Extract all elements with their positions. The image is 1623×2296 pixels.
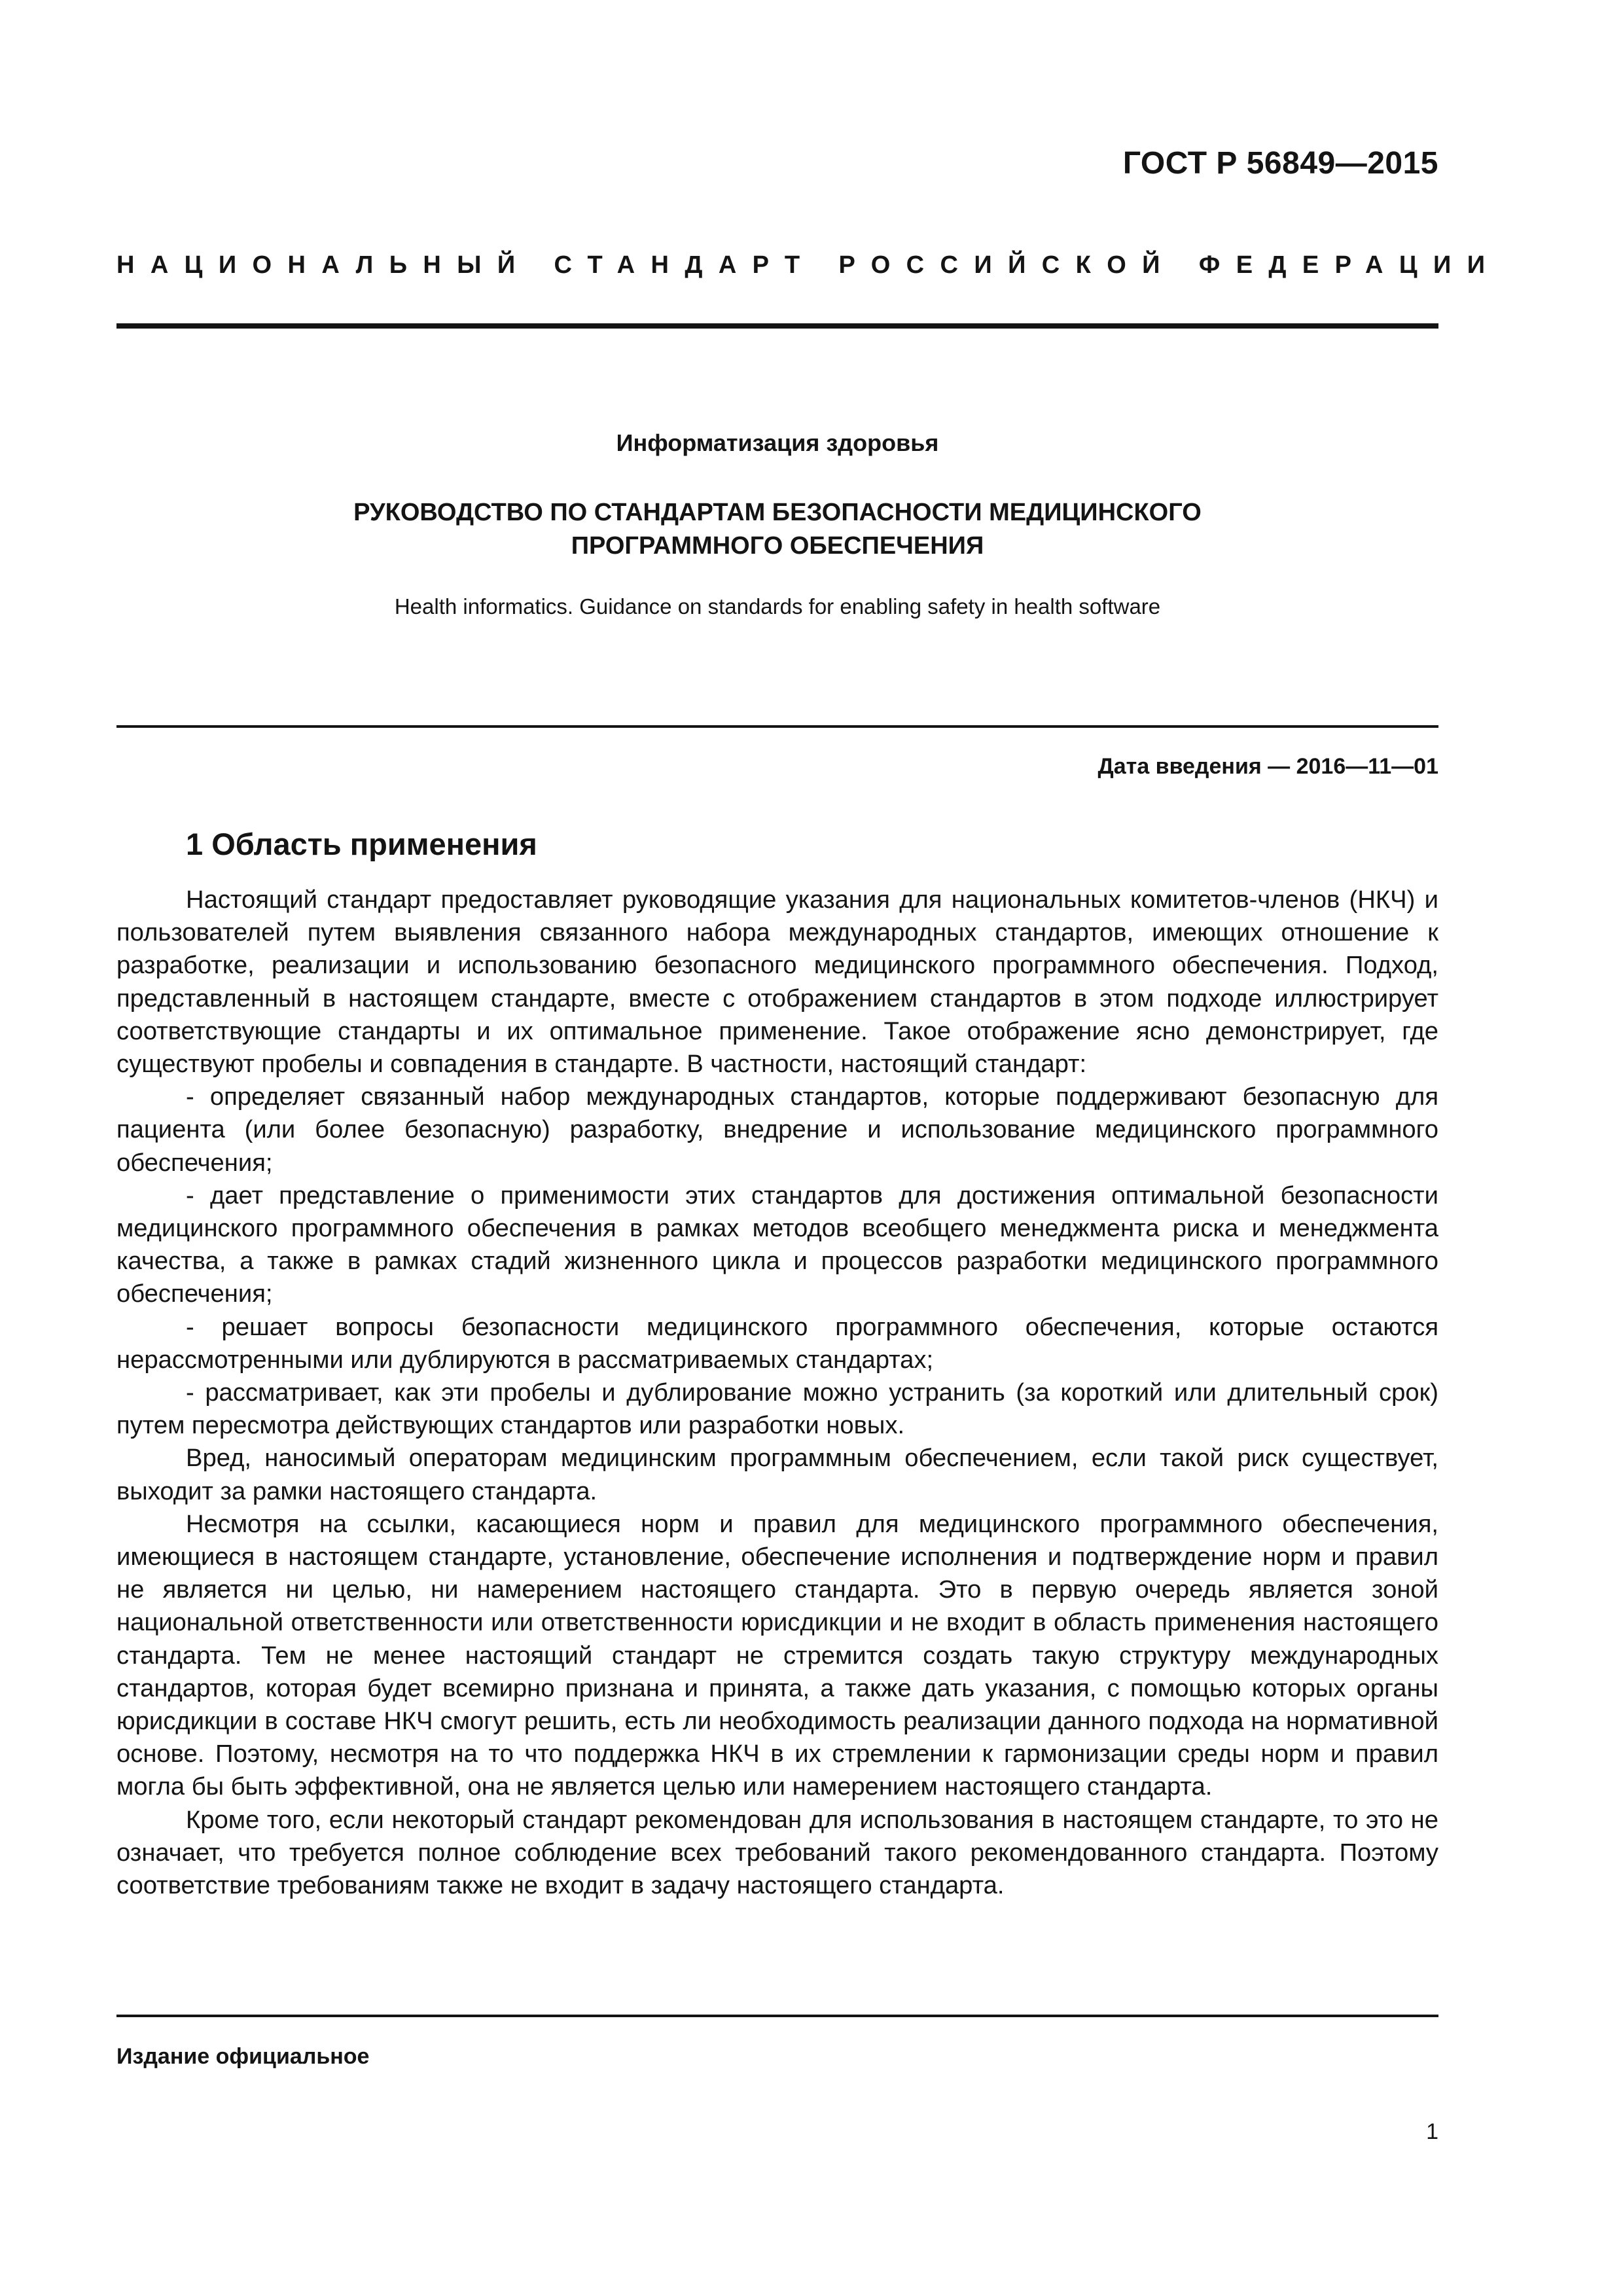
title-ru-line-2: ПРОГРАММНОГО ОБЕСПЕЧЕНИЯ: [571, 532, 984, 560]
list-item: - дает представление о применимости этих стандартов для достижения оптимальной безопасности медицинского программного обеспечения в рамках методов всеобщего менеджмента риска и менеджмента качества, а также в рамках стадий жизненного цикла и процессов разработки медицинского программного обеспечения;: [116, 1181, 1438, 1308]
list-item: - рассматривает, как эти пробелы и дублирование можно устранить (за короткий или длительный срок) путем пересмотра действующих стандартов или разработки новых.: [116, 1378, 1438, 1440]
subject-heading: Информатизация здоровья: [616, 429, 939, 456]
section-body: [116, 884, 1438, 1902]
paragraph: Настоящий стандарт предоставляет руководящие указания для национальных комитетов-членов (НКЧ) и пользователей путем выявления связанного набора международных стандартов, имеющих отношение к разработке, реализации и использованию безопасного медицинского программного обеспечения. Подход, представленный в настоящем стандарте, вместе с отображением стандартов в этом подходе иллюстрирует соответствующие стандарты и их оптимальное применение. Такое отображение ясно демонстрирует, где существуют пробелы и совпадения в стандарте. В частности, настоящий стандарт:: [116, 886, 1438, 1079]
middle-divider: [116, 725, 1438, 728]
section-title: 1 Область применения: [186, 827, 537, 861]
top-divider: [116, 323, 1438, 329]
paragraph: Вред, наносимый операторам медицинским программным обеспечением, если такой риск существует, выходит за рамки настоящего стандарта.: [116, 1444, 1438, 1505]
document-title-ru: [116, 496, 1438, 563]
title-ru-line-1: РУКОВОДСТВО ПО СТАНДАРТАМ БЕЗОПАСНОСТИ МЕДИЦИНСКОГО: [353, 499, 1202, 526]
document-number: ГОСТ Р 56849—2015: [1122, 146, 1438, 181]
page-number: 1: [1426, 2119, 1438, 2144]
list-item: - определяет связанный набор международных стандартов, которые поддерживают безопасную для пациента (или более безопасную) разработку, внедрение и использование медицинского программного обеспечения;: [116, 1083, 1438, 1177]
bottom-divider: [116, 2015, 1438, 2017]
paragraph: Несмотря на ссылки, касающиеся норм и правил для медицинского программного обеспечения, имеющиеся в настоящем стандарте, установление, обеспечение исполнения и подтверждение норм и правил не является ни целью, ни намерением настоящего стандарта. Это в первую очередь является зоной национальной ответственности или ответственности юрисдикции и не входит в область применения настоящего стандарта. Тем не менее настоящий стандарт не стремится создать такую структуру международных стандартов, которая будет всемирно признана и принята, а также дать указания, с помощью которых органы юрисдикции в составе НКЧ смогут решить, есть ли необходимость реализации данного подхода на нормативной основе. Поэтому, несмотря на то что поддержка НКЧ в их стремлении к гармонизации среды норм и правил могла бы быть эффективной, она не является целью или намерением настоящего стандарта.: [116, 1509, 1438, 1801]
paragraph: Кроме того, если некоторый стандарт рекомендован для использования в настоящем стандарте, то это не означает, что требуется полное соблюдение всех требований такого рекомендованного стандарта. Поэтому соответствие требованиям также не входит в задачу настоящего стандарта.: [116, 1805, 1438, 1900]
introduction-date: Дата введения — 2016—11—01: [1097, 754, 1438, 779]
list-item: - решает вопросы безопасности медицинского программного обеспечения, которые остаются нерассмотренными или дублируются в рассматриваемых стандартах;: [116, 1312, 1438, 1374]
edition-note: Издание официальное: [116, 2044, 370, 2069]
national-standard-heading: НАЦИОНАЛЬНЫЙ СТАНДАРТ РОССИЙСКОЙ ФЕДЕРАЦИИ: [116, 251, 1501, 279]
document-title-en: Health informatics. Guidance on standards for enabling safety in health software: [394, 594, 1161, 619]
